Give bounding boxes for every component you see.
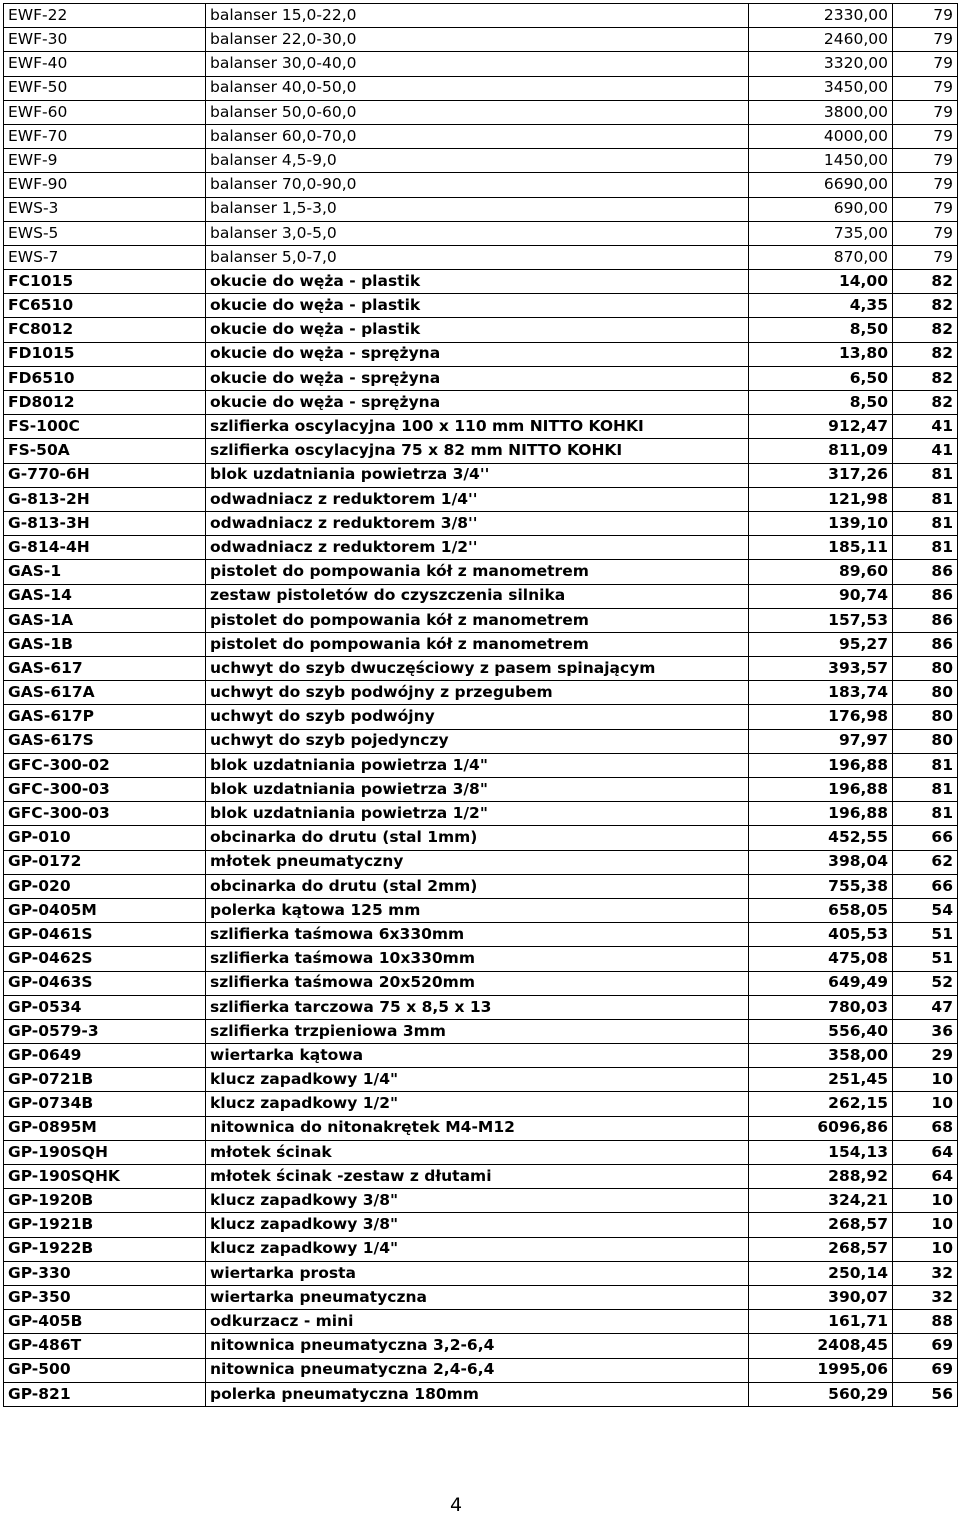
- product-price-cell: 185,11: [749, 536, 893, 560]
- product-description-cell: klucz zapadkowy 3/8": [206, 1189, 749, 1213]
- product-price-cell: 1450,00: [749, 149, 893, 173]
- product-description-cell: obcinarka do drutu (stal 1mm): [206, 826, 749, 850]
- product-description-cell: balanser 4,5-9,0: [206, 149, 749, 173]
- product-code-cell: GAS-1: [4, 560, 206, 584]
- product-price-cell: 755,38: [749, 874, 893, 898]
- table-row: [4, 318, 958, 342]
- product-description-cell: nitownica pneumatyczna 3,2-6,4: [206, 1334, 749, 1358]
- table-row: [4, 100, 958, 124]
- product-code-cell: FC1015: [4, 270, 206, 294]
- product-description-cell: klucz zapadkowy 3/8": [206, 1213, 749, 1237]
- table-row: [4, 1044, 958, 1068]
- product-description-cell: blok uzdatniania powietrza 3/4'': [206, 463, 749, 487]
- product-group-cell: 64: [893, 1140, 958, 1164]
- table-row: [4, 1068, 958, 1092]
- product-code-cell: FC8012: [4, 318, 206, 342]
- product-group-cell: 80: [893, 705, 958, 729]
- product-description-cell: balanser 50,0-60,0: [206, 100, 749, 124]
- product-group-cell: 66: [893, 874, 958, 898]
- product-code-cell: GP-0534: [4, 995, 206, 1019]
- product-code-cell: EWF-50: [4, 76, 206, 100]
- table-row: [4, 439, 958, 463]
- product-code-cell: GP-0172: [4, 850, 206, 874]
- table-row: [4, 463, 958, 487]
- product-group-cell: 86: [893, 632, 958, 656]
- product-code-cell: GP-0463S: [4, 971, 206, 995]
- product-code-cell: EWS-3: [4, 197, 206, 221]
- product-code-cell: GP-010: [4, 826, 206, 850]
- table-row: [4, 1358, 958, 1382]
- product-description-cell: okucie do węża - sprężyna: [206, 366, 749, 390]
- price-list-table: [3, 3, 958, 1407]
- table-row: [4, 802, 958, 826]
- product-description-cell: szlifierka oscylacyjna 100 x 110 mm NITTO KOHKI: [206, 415, 749, 439]
- product-group-cell: 10: [893, 1213, 958, 1237]
- product-description-cell: balanser 30,0-40,0: [206, 52, 749, 76]
- product-group-cell: 81: [893, 511, 958, 535]
- table-row: [4, 487, 958, 511]
- product-code-cell: FD1015: [4, 342, 206, 366]
- product-code-cell: GAS-1B: [4, 632, 206, 656]
- table-row: [4, 729, 958, 753]
- product-description-cell: blok uzdatniania powietrza 1/4": [206, 753, 749, 777]
- table-row: [4, 705, 958, 729]
- product-description-cell: zestaw pistoletów do czyszczenia silnika: [206, 584, 749, 608]
- product-code-cell: GP-020: [4, 874, 206, 898]
- product-price-cell: 870,00: [749, 245, 893, 269]
- product-group-cell: 32: [893, 1261, 958, 1285]
- table-row: [4, 874, 958, 898]
- product-group-cell: 79: [893, 76, 958, 100]
- table-row: [4, 1237, 958, 1261]
- product-description-cell: okucie do węża - sprężyna: [206, 342, 749, 366]
- product-description-cell: nitownica pneumatyczna 2,4-6,4: [206, 1358, 749, 1382]
- table-row: [4, 511, 958, 535]
- page-number: 4: [449, 1494, 463, 1516]
- product-code-cell: GAS-14: [4, 584, 206, 608]
- product-price-cell: 6690,00: [749, 173, 893, 197]
- product-price-cell: 3800,00: [749, 100, 893, 124]
- price-list-body: [4, 4, 958, 1407]
- product-description-cell: uchwyt do szyb pojedynczy: [206, 729, 749, 753]
- product-group-cell: 69: [893, 1334, 958, 1358]
- table-row: [4, 1285, 958, 1309]
- product-price-cell: 4,35: [749, 294, 893, 318]
- product-price-cell: 262,15: [749, 1092, 893, 1116]
- product-description-cell: okucie do węża - sprężyna: [206, 391, 749, 415]
- product-price-cell: 912,47: [749, 415, 893, 439]
- product-description-cell: szlifierka taśmowa 20x520mm: [206, 971, 749, 995]
- product-description-cell: uchwyt do szyb podwójny: [206, 705, 749, 729]
- table-row: [4, 1382, 958, 1406]
- product-code-cell: EWF-60: [4, 100, 206, 124]
- product-price-cell: 452,55: [749, 826, 893, 850]
- product-group-cell: 36: [893, 1019, 958, 1043]
- product-code-cell: GP-190SQH: [4, 1140, 206, 1164]
- product-group-cell: 10: [893, 1092, 958, 1116]
- product-group-cell: 52: [893, 971, 958, 995]
- product-group-cell: 68: [893, 1116, 958, 1140]
- product-group-cell: 82: [893, 342, 958, 366]
- product-description-cell: młotek ścinak -zestaw z dłutami: [206, 1165, 749, 1189]
- product-code-cell: GP-486T: [4, 1334, 206, 1358]
- product-group-cell: 80: [893, 681, 958, 705]
- product-code-cell: GP-1921B: [4, 1213, 206, 1237]
- product-description-cell: młotek pneumatyczny: [206, 850, 749, 874]
- product-description-cell: odwadniacz z reduktorem 3/8'': [206, 511, 749, 535]
- product-price-cell: 324,21: [749, 1189, 893, 1213]
- product-group-cell: 81: [893, 487, 958, 511]
- product-price-cell: 8,50: [749, 318, 893, 342]
- product-price-cell: 690,00: [749, 197, 893, 221]
- product-group-cell: 41: [893, 439, 958, 463]
- product-description-cell: klucz zapadkowy 1/4": [206, 1237, 749, 1261]
- product-group-cell: 80: [893, 729, 958, 753]
- table-row: [4, 294, 958, 318]
- product-group-cell: 62: [893, 850, 958, 874]
- product-code-cell: FD6510: [4, 366, 206, 390]
- product-code-cell: GP-0462S: [4, 947, 206, 971]
- product-code-cell: EWF-9: [4, 149, 206, 173]
- table-row: [4, 753, 958, 777]
- product-description-cell: polerka pneumatyczna 180mm: [206, 1382, 749, 1406]
- product-code-cell: GP-0579-3: [4, 1019, 206, 1043]
- table-row: [4, 391, 958, 415]
- product-description-cell: balanser 60,0-70,0: [206, 124, 749, 148]
- product-price-cell: 196,88: [749, 802, 893, 826]
- table-row: [4, 1116, 958, 1140]
- product-group-cell: 86: [893, 584, 958, 608]
- product-group-cell: 81: [893, 778, 958, 802]
- table-row: [4, 366, 958, 390]
- table-row: [4, 898, 958, 922]
- product-code-cell: G-814-4H: [4, 536, 206, 560]
- product-description-cell: nitownica do nitonakrętek M4-M12: [206, 1116, 749, 1140]
- product-code-cell: GP-0734B: [4, 1092, 206, 1116]
- product-price-cell: 154,13: [749, 1140, 893, 1164]
- product-price-cell: 1995,06: [749, 1358, 893, 1382]
- product-description-cell: balanser 22,0-30,0: [206, 28, 749, 52]
- product-code-cell: FS-50A: [4, 439, 206, 463]
- table-row: [4, 342, 958, 366]
- product-group-cell: 82: [893, 366, 958, 390]
- product-group-cell: 79: [893, 173, 958, 197]
- table-row: [4, 584, 958, 608]
- product-price-cell: 251,45: [749, 1068, 893, 1092]
- product-group-cell: 10: [893, 1068, 958, 1092]
- product-price-cell: 2460,00: [749, 28, 893, 52]
- product-code-cell: EWF-90: [4, 173, 206, 197]
- product-description-cell: szlifierka trzpieniowa 3mm: [206, 1019, 749, 1043]
- product-group-cell: 81: [893, 463, 958, 487]
- product-code-cell: GP-0721B: [4, 1068, 206, 1092]
- product-price-cell: 288,92: [749, 1165, 893, 1189]
- product-group-cell: 79: [893, 100, 958, 124]
- product-code-cell: GFC-300-02: [4, 753, 206, 777]
- product-price-cell: 649,49: [749, 971, 893, 995]
- product-price-cell: 6096,86: [749, 1116, 893, 1140]
- product-group-cell: 88: [893, 1310, 958, 1334]
- table-row: [4, 1334, 958, 1358]
- product-code-cell: GP-1920B: [4, 1189, 206, 1213]
- product-price-cell: 390,07: [749, 1285, 893, 1309]
- product-code-cell: GP-0461S: [4, 923, 206, 947]
- product-description-cell: odwadniacz z reduktorem 1/4'': [206, 487, 749, 511]
- product-description-cell: okucie do węża - plastik: [206, 270, 749, 294]
- product-description-cell: szlifierka taśmowa 10x330mm: [206, 947, 749, 971]
- table-row: [4, 1019, 958, 1043]
- product-description-cell: balanser 5,0-7,0: [206, 245, 749, 269]
- product-code-cell: GP-821: [4, 1382, 206, 1406]
- product-group-cell: 79: [893, 245, 958, 269]
- table-row: [4, 778, 958, 802]
- product-description-cell: polerka kątowa 125 mm: [206, 898, 749, 922]
- product-code-cell: GP-405B: [4, 1310, 206, 1334]
- product-group-cell: 51: [893, 923, 958, 947]
- table-row: [4, 1310, 958, 1334]
- product-price-cell: 780,03: [749, 995, 893, 1019]
- table-row: [4, 245, 958, 269]
- product-code-cell: EWF-70: [4, 124, 206, 148]
- product-group-cell: 47: [893, 995, 958, 1019]
- product-code-cell: GP-0895M: [4, 1116, 206, 1140]
- product-group-cell: 10: [893, 1189, 958, 1213]
- product-code-cell: G-813-2H: [4, 487, 206, 511]
- table-row: [4, 971, 958, 995]
- table-row: [4, 536, 958, 560]
- table-row: [4, 52, 958, 76]
- product-group-cell: 51: [893, 947, 958, 971]
- product-description-cell: wiertarka prosta: [206, 1261, 749, 1285]
- product-price-cell: 139,10: [749, 511, 893, 535]
- product-price-cell: 250,14: [749, 1261, 893, 1285]
- product-code-cell: EWS-7: [4, 245, 206, 269]
- product-group-cell: 86: [893, 608, 958, 632]
- product-code-cell: EWF-22: [4, 4, 206, 28]
- product-price-cell: 183,74: [749, 681, 893, 705]
- product-price-cell: 196,88: [749, 778, 893, 802]
- product-price-cell: 90,74: [749, 584, 893, 608]
- table-row: [4, 149, 958, 173]
- product-group-cell: 32: [893, 1285, 958, 1309]
- product-code-cell: EWF-30: [4, 28, 206, 52]
- product-code-cell: GP-0649: [4, 1044, 206, 1068]
- product-group-cell: 79: [893, 52, 958, 76]
- product-price-cell: 121,98: [749, 487, 893, 511]
- product-description-cell: blok uzdatniania powietrza 3/8": [206, 778, 749, 802]
- product-group-cell: 29: [893, 1044, 958, 1068]
- product-price-cell: 13,80: [749, 342, 893, 366]
- product-price-cell: 735,00: [749, 221, 893, 245]
- table-row: [4, 197, 958, 221]
- product-description-cell: pistolet do pompowania kół z manometrem: [206, 608, 749, 632]
- table-row: [4, 1140, 958, 1164]
- table-row: [4, 221, 958, 245]
- product-code-cell: G-813-3H: [4, 511, 206, 535]
- table-row: [4, 850, 958, 874]
- product-group-cell: 10: [893, 1237, 958, 1261]
- product-price-cell: 658,05: [749, 898, 893, 922]
- product-description-cell: pistolet do pompowania kół z manometrem: [206, 560, 749, 584]
- product-price-cell: 4000,00: [749, 124, 893, 148]
- product-price-cell: 14,00: [749, 270, 893, 294]
- product-group-cell: 80: [893, 657, 958, 681]
- product-code-cell: GP-500: [4, 1358, 206, 1382]
- product-price-cell: 2408,45: [749, 1334, 893, 1358]
- product-group-cell: 82: [893, 270, 958, 294]
- table-row: [4, 124, 958, 148]
- product-description-cell: obcinarka do drutu (stal 2mm): [206, 874, 749, 898]
- table-row: [4, 1165, 958, 1189]
- product-description-cell: wiertarka kątowa: [206, 1044, 749, 1068]
- product-group-cell: 79: [893, 4, 958, 28]
- table-row: [4, 681, 958, 705]
- product-code-cell: GP-190SQHK: [4, 1165, 206, 1189]
- product-description-cell: wiertarka pneumatyczna: [206, 1285, 749, 1309]
- table-row: [4, 1261, 958, 1285]
- product-description-cell: okucie do węża - plastik: [206, 294, 749, 318]
- product-group-cell: 79: [893, 28, 958, 52]
- product-description-cell: klucz zapadkowy 1/2": [206, 1092, 749, 1116]
- product-price-cell: 475,08: [749, 947, 893, 971]
- product-price-cell: 89,60: [749, 560, 893, 584]
- table-row: [4, 1213, 958, 1237]
- table-row: [4, 1092, 958, 1116]
- product-description-cell: uchwyt do szyb podwójny z przegubem: [206, 681, 749, 705]
- product-price-cell: 176,98: [749, 705, 893, 729]
- product-group-cell: 41: [893, 415, 958, 439]
- product-group-cell: 64: [893, 1165, 958, 1189]
- product-code-cell: GP-1922B: [4, 1237, 206, 1261]
- product-group-cell: 56: [893, 1382, 958, 1406]
- product-group-cell: 82: [893, 294, 958, 318]
- product-group-cell: 81: [893, 802, 958, 826]
- table-row: [4, 995, 958, 1019]
- product-code-cell: GP-330: [4, 1261, 206, 1285]
- product-price-cell: 393,57: [749, 657, 893, 681]
- product-description-cell: szlifierka taśmowa 6x330mm: [206, 923, 749, 947]
- table-row: [4, 76, 958, 100]
- product-group-cell: 81: [893, 753, 958, 777]
- product-code-cell: GAS-617P: [4, 705, 206, 729]
- product-group-cell: 82: [893, 391, 958, 415]
- product-price-cell: 560,29: [749, 1382, 893, 1406]
- product-price-cell: 97,97: [749, 729, 893, 753]
- product-price-cell: 398,04: [749, 850, 893, 874]
- table-row: [4, 173, 958, 197]
- table-row: [4, 826, 958, 850]
- product-price-cell: 196,88: [749, 753, 893, 777]
- product-description-cell: odkurzacz - mini: [206, 1310, 749, 1334]
- product-price-cell: 268,57: [749, 1237, 893, 1261]
- product-code-cell: EWS-5: [4, 221, 206, 245]
- product-group-cell: 79: [893, 221, 958, 245]
- product-description-cell: szlifierka tarczowa 75 x 8,5 x 13: [206, 995, 749, 1019]
- product-description-cell: młotek ścinak: [206, 1140, 749, 1164]
- product-group-cell: 69: [893, 1358, 958, 1382]
- product-description-cell: szlifierka oscylacyjna 75 x 82 mm NITTO KOHKI: [206, 439, 749, 463]
- product-price-cell: 2330,00: [749, 4, 893, 28]
- product-code-cell: GAS-1A: [4, 608, 206, 632]
- product-price-cell: 3450,00: [749, 76, 893, 100]
- product-group-cell: 54: [893, 898, 958, 922]
- product-description-cell: balanser 70,0-90,0: [206, 173, 749, 197]
- product-description-cell: balanser 3,0-5,0: [206, 221, 749, 245]
- product-description-cell: pistolet do pompowania kół z manometrem: [206, 632, 749, 656]
- product-price-cell: 3320,00: [749, 52, 893, 76]
- product-price-cell: 6,50: [749, 366, 893, 390]
- product-code-cell: GFC-300-03: [4, 778, 206, 802]
- table-row: [4, 4, 958, 28]
- table-row: [4, 657, 958, 681]
- product-code-cell: GP-350: [4, 1285, 206, 1309]
- product-code-cell: FD8012: [4, 391, 206, 415]
- product-description-cell: odwadniacz z reduktorem 1/2'': [206, 536, 749, 560]
- product-description-cell: balanser 1,5-3,0: [206, 197, 749, 221]
- product-description-cell: klucz zapadkowy 1/4": [206, 1068, 749, 1092]
- product-code-cell: GAS-617S: [4, 729, 206, 753]
- product-code-cell: EWF-40: [4, 52, 206, 76]
- product-price-cell: 95,27: [749, 632, 893, 656]
- product-price-cell: 556,40: [749, 1019, 893, 1043]
- product-price-cell: 268,57: [749, 1213, 893, 1237]
- product-code-cell: GAS-617A: [4, 681, 206, 705]
- product-group-cell: 79: [893, 124, 958, 148]
- product-group-cell: 81: [893, 536, 958, 560]
- product-description-cell: okucie do węża - plastik: [206, 318, 749, 342]
- table-row: [4, 608, 958, 632]
- product-code-cell: GAS-617: [4, 657, 206, 681]
- product-code-cell: GP-0405M: [4, 898, 206, 922]
- table-row: [4, 923, 958, 947]
- table-row: [4, 415, 958, 439]
- product-code-cell: G-770-6H: [4, 463, 206, 487]
- product-price-cell: 157,53: [749, 608, 893, 632]
- product-group-cell: 82: [893, 318, 958, 342]
- product-description-cell: uchwyt do szyb dwuczęściowy z pasem spinającym: [206, 657, 749, 681]
- product-group-cell: 79: [893, 197, 958, 221]
- product-group-cell: 86: [893, 560, 958, 584]
- product-price-cell: 317,26: [749, 463, 893, 487]
- product-code-cell: GFC-300-03: [4, 802, 206, 826]
- table-row: [4, 560, 958, 584]
- product-description-cell: balanser 15,0-22,0: [206, 4, 749, 28]
- table-row: [4, 947, 958, 971]
- product-price-cell: 358,00: [749, 1044, 893, 1068]
- table-row: [4, 270, 958, 294]
- product-price-cell: 405,53: [749, 923, 893, 947]
- product-description-cell: blok uzdatniania powietrza 1/2": [206, 802, 749, 826]
- product-price-cell: 8,50: [749, 391, 893, 415]
- table-row: [4, 632, 958, 656]
- product-price-cell: 161,71: [749, 1310, 893, 1334]
- product-code-cell: FC6510: [4, 294, 206, 318]
- product-group-cell: 66: [893, 826, 958, 850]
- product-description-cell: balanser 40,0-50,0: [206, 76, 749, 100]
- table-row: [4, 28, 958, 52]
- product-price-cell: 811,09: [749, 439, 893, 463]
- product-group-cell: 79: [893, 149, 958, 173]
- table-row: [4, 1189, 958, 1213]
- product-code-cell: FS-100C: [4, 415, 206, 439]
